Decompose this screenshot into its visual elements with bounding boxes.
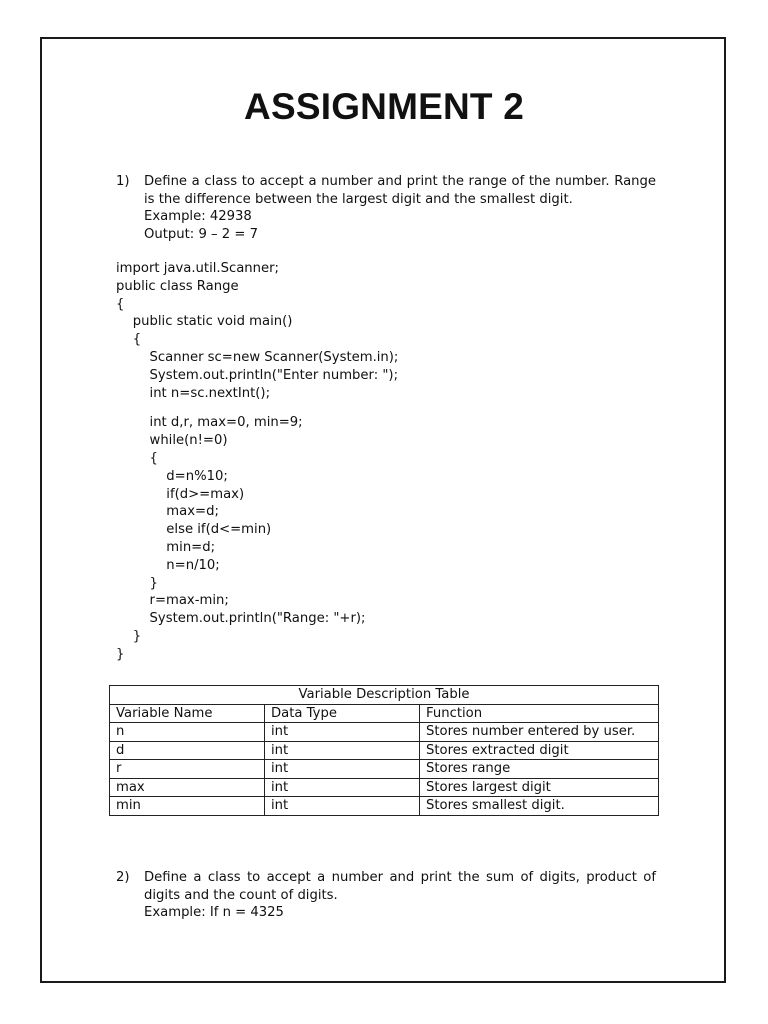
table-cell: int <box>265 797 420 816</box>
code-line: int n=sc.nextInt(); <box>116 385 271 401</box>
code-line: } <box>116 646 125 662</box>
code-line: int d,r, max=0, min=9; <box>116 415 303 431</box>
code-line: d=n%10; <box>116 468 228 484</box>
table-header-row <box>110 704 659 723</box>
question-number: 2) <box>116 870 130 885</box>
code-line: r=max-min; <box>116 593 229 609</box>
table-row <box>110 797 659 816</box>
example-text: Example: 42938 <box>144 209 252 224</box>
table-cell: Stores range <box>420 760 659 779</box>
variable-description-table <box>109 685 659 816</box>
question-1 <box>116 173 656 243</box>
question-number: 1) <box>116 174 130 189</box>
table-cell: n <box>110 723 265 742</box>
table-row <box>110 760 659 779</box>
column-header: Data Type <box>265 704 420 723</box>
question-2 <box>116 869 656 922</box>
code-line: } <box>116 575 158 591</box>
table-cell: Stores extracted digit <box>420 741 659 760</box>
table-cell: int <box>265 778 420 797</box>
table-cell: Stores smallest digit. <box>420 797 659 816</box>
code-line: Scanner sc=new Scanner(System.in); <box>116 349 399 365</box>
code-line: while(n!=0) <box>116 433 228 449</box>
code-line: { <box>116 332 142 348</box>
table-cell: int <box>265 723 420 742</box>
code-line: import java.util.Scanner; <box>116 261 280 276</box>
question-text: Define a class to accept a number and print the sum of digits, product of digits and the count of digits. <box>144 870 656 903</box>
code-line: else if(d<=min) <box>116 522 272 538</box>
page-title: ASSIGNMENT 2 <box>244 86 524 127</box>
question-text: Define a class to accept a number and print the range of the number. Range is the difference between the largest digit and the smallest digit. <box>144 174 656 207</box>
table-cell: int <box>265 760 420 779</box>
output-text: Output: 9 – 2 = 7 <box>144 226 259 242</box>
column-header: Function <box>420 704 659 723</box>
code-line: n=n/10; <box>116 557 220 573</box>
code-line: if(d>=max) <box>116 486 245 502</box>
code-line: { <box>116 296 125 312</box>
table-cell: Stores largest digit <box>420 778 659 797</box>
table-cell: Stores number entered by user. <box>420 723 659 742</box>
code-line: max=d; <box>116 504 219 520</box>
code-listing <box>116 260 398 664</box>
code-line: System.out.println("Range: "+r); <box>116 611 366 627</box>
table-row <box>110 778 659 797</box>
code-line: public class Range <box>116 278 239 294</box>
example-text: Example: If n = 4325 <box>144 905 284 920</box>
table-cell: max <box>110 778 265 797</box>
table-cell: d <box>110 741 265 760</box>
table-caption: Variable Description Table <box>110 686 659 705</box>
table-cell: r <box>110 760 265 779</box>
code-line: } <box>116 628 142 644</box>
code-line: { <box>116 450 158 466</box>
column-header: Variable Name <box>110 704 265 723</box>
table-cell: int <box>265 741 420 760</box>
table-cell: min <box>110 797 265 816</box>
table-row <box>110 723 659 742</box>
code-line: public static void main() <box>116 314 293 330</box>
code-line: System.out.println("Enter number: "); <box>116 367 399 383</box>
code-line: min=d; <box>116 539 216 555</box>
table-row <box>110 741 659 760</box>
table-caption-row <box>110 686 659 705</box>
code-blank-line <box>116 402 398 414</box>
